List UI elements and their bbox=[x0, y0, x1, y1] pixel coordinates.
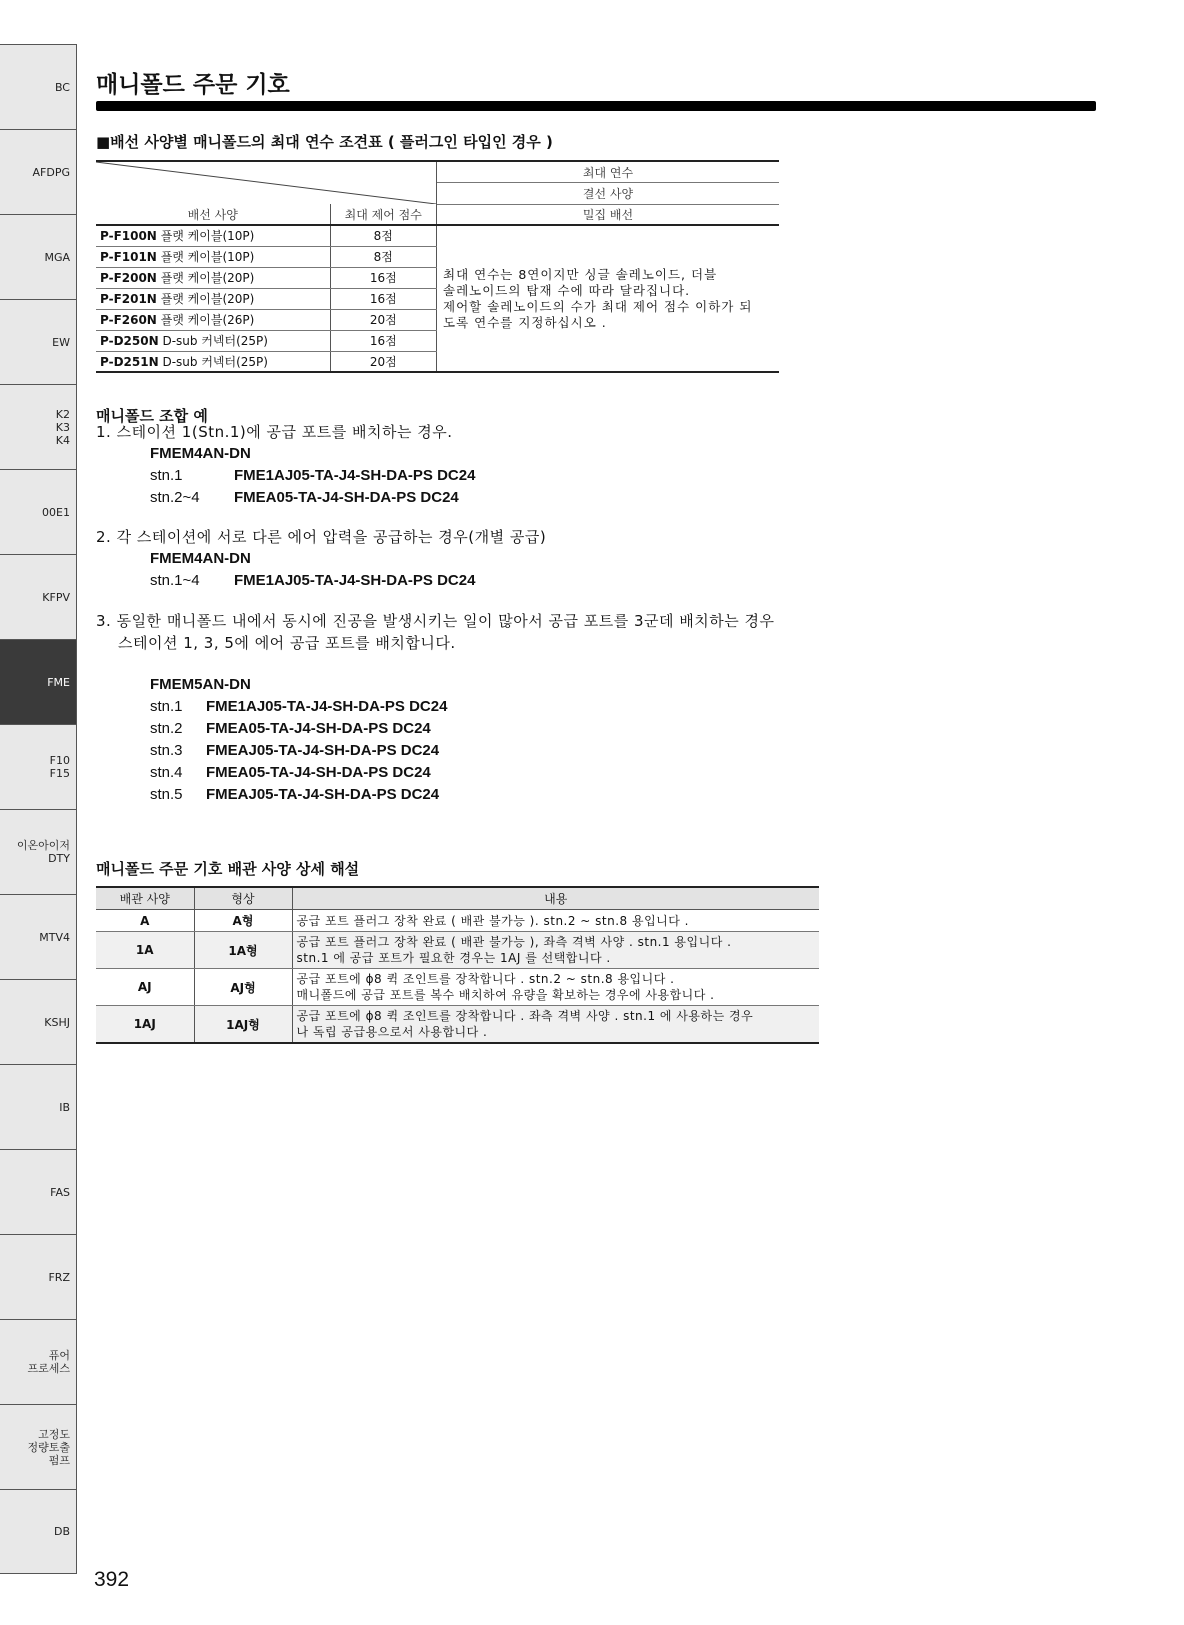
content-line: 공급 포트에 ϕ8 퀵 조인트를 장착합니다 . 좌측 격벽 사양 . stn.1 에 사용하는 경우 bbox=[296, 1009, 754, 1023]
station-line bbox=[150, 784, 774, 806]
shape-cell: A형 bbox=[194, 910, 292, 932]
station-line bbox=[150, 570, 546, 592]
max-points-cell: 20점 bbox=[330, 309, 436, 330]
station-line bbox=[150, 740, 774, 762]
example-description: 2. 각 스테이션에 서로 다른 에어 압력을 공급하는 경우(개별 공급) bbox=[96, 528, 547, 546]
content-cell bbox=[292, 969, 819, 1006]
sidebar-tab-label: KFPV bbox=[42, 590, 70, 604]
sidebar-tab[interactable] bbox=[0, 554, 76, 639]
example-block bbox=[96, 421, 475, 509]
content-cell bbox=[292, 932, 819, 969]
max-points-cell: 8점 bbox=[330, 246, 436, 267]
table-row bbox=[96, 932, 819, 969]
valve-model: FMEAJ05-TA-J4-SH-DA-PS DC24 bbox=[206, 742, 440, 759]
piping-spec-cell: 1AJ bbox=[96, 1006, 194, 1044]
wiring-desc: 플랫 케이블(10P) bbox=[160, 250, 255, 264]
shape-cell: 1A형 bbox=[194, 932, 292, 969]
content-line: 공급 포트 플러그 장착 완료 ( 배관 불가능 ). stn.2 ~ stn.8 용입니다 . bbox=[296, 913, 689, 928]
header-dense-wiring: 밀집 배선 bbox=[437, 204, 780, 225]
wiring-spec-cell bbox=[96, 351, 330, 372]
example-order-code bbox=[150, 443, 475, 509]
wiring-desc: 플랫 케이블(10P) bbox=[160, 229, 255, 244]
note-line: 최대 연수는 8연이지만 싱글 솔레노이드, 더블 bbox=[443, 266, 718, 282]
sidebar-tab[interactable] bbox=[0, 1234, 76, 1319]
example-order-code bbox=[150, 674, 774, 806]
example-block bbox=[96, 526, 546, 592]
header-piping-spec: 배관 사양 bbox=[96, 887, 194, 910]
example-description: 스테이션 1, 3, 5에 에어 공급 포트를 배치합니다. bbox=[118, 634, 456, 652]
sidebar-tab[interactable] bbox=[0, 1404, 76, 1489]
sidebar-tab-label: FRZ bbox=[48, 1270, 70, 1284]
wiring-spec-cell bbox=[96, 309, 330, 330]
note-line: 솔레노이드의 탑재 수에 따라 달라집니다. bbox=[443, 282, 691, 298]
station-number: stn.3 bbox=[150, 742, 183, 759]
table-row bbox=[96, 969, 819, 1006]
station-number: stn.2 bbox=[150, 720, 183, 737]
examples-heading: 매니폴드 조합 예 bbox=[96, 407, 208, 425]
sidebar-tab[interactable] bbox=[0, 214, 76, 299]
content-cell bbox=[292, 910, 819, 932]
piping-spec-table bbox=[96, 886, 819, 1044]
sidebar-tab-label: 이온아이저 DTY bbox=[16, 839, 70, 865]
piping-spec-cell: A bbox=[96, 910, 194, 932]
station-number: stn.4 bbox=[150, 764, 183, 781]
wiring-model: P-F200N bbox=[100, 271, 157, 285]
manifold-model: FMEM4AN-DN bbox=[150, 445, 251, 462]
manifold-model: FMEM4AN-DN bbox=[150, 550, 251, 567]
sidebar-tab-label: BC bbox=[54, 80, 70, 94]
sidebar-tab[interactable] bbox=[0, 1149, 76, 1234]
sidebar-tab-label: 퓨어 프로세스 bbox=[27, 1349, 70, 1375]
table-row bbox=[96, 910, 819, 932]
sidebar-tab[interactable] bbox=[0, 469, 76, 554]
piping-spec-heading: 매니폴드 주문 기호 배관 사양 상세 해설 bbox=[96, 860, 360, 878]
note-line: 도록 연수를 지정하십시오 . bbox=[443, 314, 607, 330]
sidebar-tab-label: EW bbox=[52, 335, 70, 349]
max-points-cell: 16점 bbox=[330, 267, 436, 288]
station-line bbox=[150, 718, 774, 740]
sidebar-tab[interactable] bbox=[0, 299, 76, 384]
shape-cell: 1AJ형 bbox=[194, 1006, 292, 1044]
valve-model: FMEA05-TA-J4-SH-DA-PS DC24 bbox=[206, 764, 431, 781]
valve-model: FMEA05-TA-J4-SH-DA-PS DC24 bbox=[206, 720, 431, 737]
wiring-spec-cell bbox=[96, 225, 330, 246]
example-description: 1. 스테이션 1(Stn.1)에 공급 포트를 배치하는 경우. bbox=[96, 423, 453, 441]
sidebar-tab[interactable] bbox=[0, 894, 76, 979]
station-number: stn.1 bbox=[150, 698, 183, 715]
wiring-spec-cell bbox=[96, 267, 330, 288]
content-cell bbox=[292, 1006, 819, 1044]
valve-model: FME1AJ05-TA-J4-SH-DA-PS DC24 bbox=[234, 572, 476, 589]
wiring-spec-cell bbox=[96, 288, 330, 309]
sidebar-tab-label: K2 K3 K4 bbox=[55, 407, 70, 447]
note-line: 제어할 솔레노이드의 수가 최대 제어 점수 이하가 되 bbox=[443, 298, 753, 314]
sidebar-tab[interactable] bbox=[0, 44, 76, 129]
wiring-model: P-F100N bbox=[100, 229, 157, 244]
sidebar-tab[interactable] bbox=[0, 1319, 76, 1404]
content-line: stn.1 에 공급 포트가 필요한 경우는 1AJ 를 선택합니다 . bbox=[296, 951, 611, 965]
sidebar-tab-label: IB bbox=[59, 1100, 70, 1114]
sidebar-tab[interactable] bbox=[0, 1064, 76, 1149]
title-underline-bar bbox=[96, 101, 1096, 111]
wiring-desc: 플랫 케이블(26P) bbox=[160, 313, 255, 327]
max-points-cell: 20점 bbox=[330, 351, 436, 372]
sidebar-tab-label: DB bbox=[53, 1525, 70, 1538]
sidebar-tab[interactable] bbox=[0, 384, 76, 469]
diagonal-line bbox=[96, 162, 436, 204]
piping-spec-cell: 1A bbox=[96, 932, 194, 969]
shape-cell: AJ형 bbox=[194, 969, 292, 1006]
example-description: 3. 동일한 매니폴드 내에서 동시에 진공을 발생시키는 일이 많아서 공급 포트를 3군데 배치하는 경우 bbox=[96, 612, 775, 630]
page-title: 매니폴드 주문 기호 bbox=[96, 72, 290, 98]
sidebar-tab-label: FAS bbox=[50, 1185, 70, 1199]
example-order-code bbox=[150, 548, 546, 592]
station-line bbox=[150, 465, 475, 487]
valve-model: FMEAJ05-TA-J4-SH-DA-PS DC24 bbox=[206, 786, 440, 803]
header-connection-spec: 결선 사양 bbox=[437, 183, 780, 205]
sidebar-tab-label: KSHJ bbox=[44, 1015, 70, 1029]
max-points-cell: 8점 bbox=[330, 225, 436, 246]
station-number: stn.5 bbox=[150, 786, 183, 803]
max-points-cell: 16점 bbox=[330, 288, 436, 309]
wiring-desc: D-sub 커넥터(25P) bbox=[162, 354, 268, 369]
valve-model: FME1AJ05-TA-J4-SH-DA-PS DC24 bbox=[206, 698, 448, 715]
sidebar-tab[interactable] bbox=[0, 639, 76, 724]
header-wiring-spec: 배선 사양 bbox=[96, 204, 330, 225]
wiring-spec-cell bbox=[96, 330, 330, 351]
diagonal-header-cell bbox=[96, 161, 437, 204]
valve-model: FME1AJ05-TA-J4-SH-DA-PS DC24 bbox=[234, 467, 476, 484]
max-stations-heading: ■배선 사양별 매니폴드의 최대 연수 조견표 ( 플러그인 타입인 경우 ) bbox=[96, 133, 553, 151]
valve-model: FMEA05-TA-J4-SH-DA-PS DC24 bbox=[234, 489, 459, 506]
sidebar-tab-label: AFDPG bbox=[32, 165, 70, 179]
station-number: stn.1 bbox=[150, 467, 183, 484]
sidebar-tab-label: F10 F15 bbox=[49, 754, 70, 780]
max-points-cell: 16점 bbox=[330, 330, 436, 351]
sidebar-tab-label: 고정도 정량토출 펌프 bbox=[27, 1427, 70, 1467]
sidebar-tab-label: MGA bbox=[44, 250, 70, 264]
wiring-model: P-F201N bbox=[100, 292, 157, 306]
header-max-units: 최대 연수 bbox=[437, 161, 780, 183]
manifold-model: FMEM5AN-DN bbox=[150, 676, 251, 693]
sidebar-tab-label: MTV4 bbox=[39, 930, 70, 944]
sidebar-tab-label: FME bbox=[47, 675, 70, 689]
header-content: 내용 bbox=[292, 887, 819, 910]
category-tab-sidebar bbox=[0, 44, 77, 1574]
table-row bbox=[96, 225, 779, 246]
header-max-points: 최대 제어 점수 bbox=[330, 204, 436, 225]
content-line: 매니폴드에 공급 포트를 복수 배치하여 유량을 확보하는 경우에 사용합니다 . bbox=[296, 988, 715, 1002]
max-units-note bbox=[437, 225, 780, 372]
station-line bbox=[150, 762, 774, 784]
content-line: 공급 포트 플러그 장착 완료 ( 배관 불가능 ), 좌측 격벽 사양 . stn.1 용입니다 . bbox=[296, 935, 732, 949]
table-row bbox=[96, 1006, 819, 1044]
header-shape: 형상 bbox=[194, 887, 292, 910]
wiring-desc: 플랫 케이블(20P) bbox=[160, 271, 255, 285]
sidebar-tab-label: 00E1 bbox=[42, 505, 70, 519]
wiring-model: P-D250N bbox=[100, 334, 159, 348]
sidebar-tab[interactable] bbox=[0, 979, 76, 1064]
example-block bbox=[96, 610, 774, 806]
station-number: stn.2~4 bbox=[150, 489, 200, 506]
sidebar-tab[interactable] bbox=[0, 724, 76, 809]
piping-spec-cell: AJ bbox=[96, 969, 194, 1006]
wiring-model: P-F260N bbox=[100, 313, 157, 327]
sidebar-tab[interactable] bbox=[0, 1489, 76, 1574]
wiring-model: P-F101N bbox=[100, 250, 157, 264]
max-stations-table bbox=[96, 160, 779, 373]
content-line: 공급 포트에 ϕ8 퀵 조인트를 장착합니다 . stn.2 ~ stn.8 용입니다 . bbox=[296, 972, 675, 986]
sidebar-tab[interactable] bbox=[0, 809, 76, 894]
station-number: stn.1~4 bbox=[150, 572, 200, 589]
wiring-desc: D-sub 커넥터(25P) bbox=[162, 334, 268, 348]
wiring-desc: 플랫 케이블(20P) bbox=[160, 292, 255, 306]
sidebar-tab[interactable] bbox=[0, 129, 76, 214]
wiring-model: P-D251N bbox=[100, 354, 159, 369]
wiring-spec-cell bbox=[96, 246, 330, 267]
station-line bbox=[150, 487, 475, 509]
page-number: 392 bbox=[94, 1568, 130, 1591]
station-line bbox=[150, 696, 774, 718]
content-line: 나 독립 공급용으로서 사용합니다 . bbox=[296, 1025, 488, 1039]
